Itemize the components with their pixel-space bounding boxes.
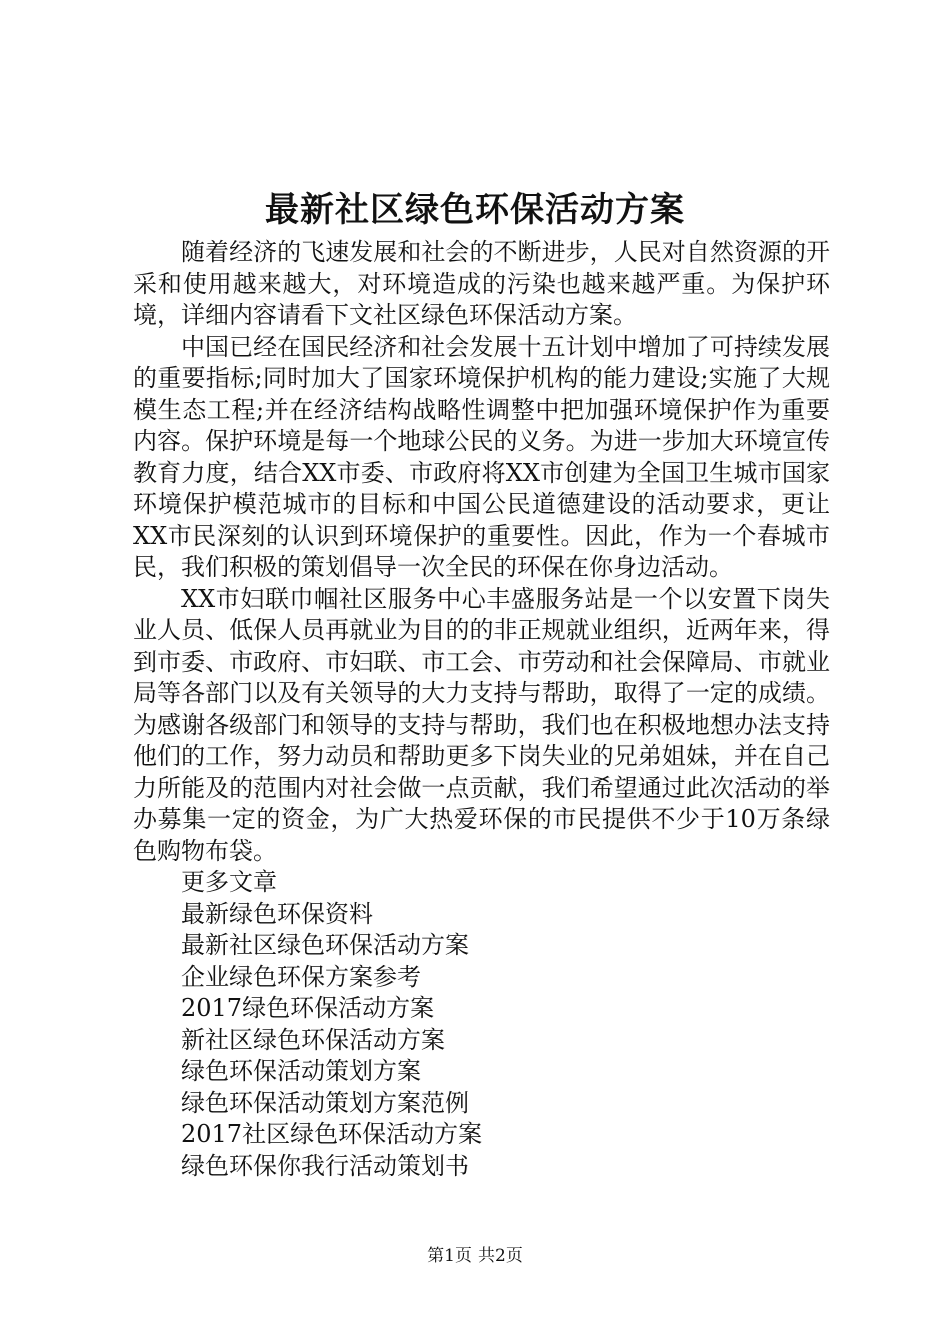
more-article-link[interactable]: 最新绿色环保资料 xyxy=(181,899,373,928)
more-articles-list xyxy=(133,867,830,1182)
more-article-link[interactable]: 2017绿色环保活动方案 xyxy=(181,994,435,1022)
page-number-total: 共2页 xyxy=(478,1246,523,1266)
more-article-link[interactable]: 绿色环保你我行活动策划书 xyxy=(181,1151,469,1180)
document-title: 最新社区绿色环保活动方案 xyxy=(265,190,685,230)
more-article-link[interactable]: 绿色环保活动策划方案 xyxy=(181,1057,421,1085)
more-article-link[interactable]: 绿色环保活动策划方案范例 xyxy=(181,1088,469,1117)
more-articles-heading: 更多文章 xyxy=(181,868,277,896)
paragraph-background: 中国已经在国民经济和社会发展十五计划中增加了可持续发展的重要指标;同时加大了国家环境保护机构的能力建设;实施了大规模生态工程;并在经济结构战略性调整中把加强环境保护作为重要内容。保护环境是每一个地球公民的义务。为进一步加大环境宣传教育力度，结合XX市委、市政府将XX市创建为全国卫生城市国家环境保护模范城市的目标和中国公民道德建设的活动要求，更让XX市民深刻的认识到环境保护的重要性。因此，作为一个春城市民，我们积极的策划倡导一次全民的环保在你身边活动。 xyxy=(133,332,830,581)
page-number-current: 第1页 xyxy=(427,1246,472,1266)
document-body xyxy=(133,237,830,1182)
paragraph-organizer: XX市妇联巾帼社区服务中心丰盛服务站是一个以安置下岗失业人员、低保人员再就业为目的的非正规就业组织，近两年来，得到市委、市政府、市妇联、市工会、市劳动和社会保障局、市就业局等各部门以及有关领导的大力支持与帮助，取得了一定的成绩。为感谢各级部门和领导的支持与帮助，我们也在积极地想办法支持他们的工作，努力动员和帮助更多下岗失业的兄弟姐妹，并在自己力所能及的范围内对社会做一点贡献，我们希望通过此次活动的举办募集一定的资金，为广大热爱环保的市民提供不少于10万条绿色购物布袋。 xyxy=(133,584,830,865)
more-article-link[interactable]: 2017社区绿色环保活动方案 xyxy=(181,1120,483,1148)
page-footer xyxy=(0,1245,950,1267)
paragraph-intro: 随着经济的飞速发展和社会的不断进步，人民对自然资源的开采和使用越来越大，对环境造成的污染也越来越严重。为保护环境，详细内容请看下文社区绿色环保活动方案。 xyxy=(133,238,830,329)
more-article-link[interactable]: 企业绿色环保方案参考 xyxy=(181,962,421,991)
more-article-link[interactable]: 最新社区绿色环保活动方案 xyxy=(181,931,469,959)
more-article-link[interactable]: 新社区绿色环保活动方案 xyxy=(181,1025,445,1054)
